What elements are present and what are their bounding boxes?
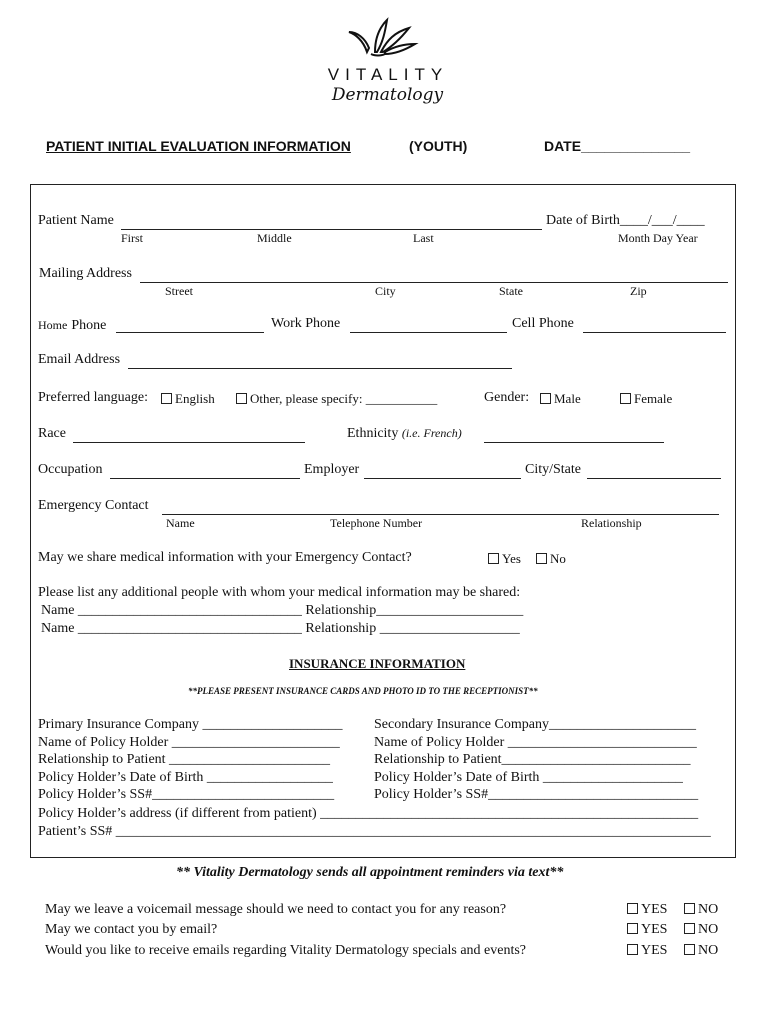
email-yes-checkbox[interactable] — [627, 922, 667, 938]
email-field[interactable] — [128, 368, 512, 369]
english-checkbox[interactable] — [161, 391, 215, 407]
primary-holder-dob-field[interactable]: Policy Holder’s Date of Birth __________________ — [38, 769, 333, 785]
home-phone-word: Phone — [71, 318, 107, 333]
email-label: Email Address — [38, 352, 121, 367]
checkbox-icon — [161, 393, 172, 404]
mdy-caption: Month Day Year — [618, 231, 698, 245]
checkbox-icon — [627, 923, 638, 934]
voicemail-yes-checkbox[interactable] — [627, 902, 667, 918]
home-prefix: Home — [38, 318, 68, 332]
street-caption: Street — [165, 284, 193, 298]
primary-holder-ss-field[interactable]: Policy Holder’s SS#__________________________ — [38, 787, 335, 802]
specials-no-checkbox[interactable] — [684, 943, 718, 959]
emergency-contact-label: Emergency Contact — [38, 498, 149, 513]
female-checkbox[interactable] — [620, 391, 672, 407]
specials-yes-checkbox[interactable] — [627, 943, 667, 959]
secondary-holder-dob-field[interactable]: Policy Holder’s Date of Birth ____________________ — [374, 769, 683, 785]
checkbox-icon — [488, 553, 499, 564]
policy-holder-address-field[interactable]: Policy Holder’s address (if different from patient) ______________________________________________________ — [38, 806, 699, 821]
cell-phone-label: Cell Phone — [512, 316, 574, 331]
logo-script: Dermatology — [331, 85, 444, 105]
gender-label: Gender: — [484, 390, 530, 405]
middle-caption: Middle — [257, 231, 292, 245]
leaf-logo-icon — [305, 10, 465, 70]
race-field[interactable] — [73, 442, 305, 443]
checkbox-icon — [627, 903, 638, 914]
city-state-label: City/State — [525, 462, 581, 477]
emergency-contact-field[interactable] — [162, 514, 719, 515]
share-yes-label: Yes — [502, 551, 521, 566]
date-field[interactable]: DATE______________ — [544, 138, 691, 154]
patient-name-label: Patient Name — [38, 213, 114, 228]
insurance-right-column — [374, 716, 698, 804]
other-language-checkbox[interactable] — [236, 391, 437, 407]
yes-label: YES — [641, 922, 668, 937]
secondary-insurance-field[interactable]: Secondary Insurance Company_____________________ — [374, 717, 696, 732]
voicemail-question: May we leave a voicemail message should we need to contact you for any reason? — [45, 902, 507, 917]
yes-label: YES — [641, 943, 668, 958]
share-no-checkbox[interactable] — [536, 551, 566, 567]
additional-person-1[interactable]: Name ________________________________ Relationship_____________________ — [41, 603, 524, 618]
mailing-field[interactable] — [140, 282, 728, 283]
secondary-relationship-field[interactable]: Relationship to Patient___________________________ — [374, 752, 691, 767]
insurance-left-column — [38, 716, 342, 804]
ec-relationship-caption: Relationship — [581, 516, 642, 530]
page-title: PATIENT INITIAL EVALUATION INFORMATION — [46, 138, 351, 154]
checkbox-icon — [620, 393, 631, 404]
no-label: NO — [698, 902, 719, 917]
ec-name-caption: Name — [166, 516, 195, 530]
text-reminder-note: ** Vitality Dermatology sends all appointment reminders via text** — [176, 865, 564, 880]
ethnicity-label — [347, 426, 462, 442]
primary-insurance-field[interactable]: Primary Insurance Company ____________________ — [38, 717, 343, 732]
city-caption: City — [375, 284, 396, 298]
preferred-language-label: Preferred language: — [38, 390, 148, 405]
zip-caption: Zip — [630, 284, 647, 298]
secondary-holder-ss-field[interactable]: Policy Holder’s SS#______________________________ — [374, 787, 699, 802]
additional-person-2[interactable]: Name ________________________________ Relationship ____________________ — [41, 621, 520, 636]
voicemail-no-checkbox[interactable] — [684, 902, 718, 918]
other-language-label: Other, please specify: ___________ — [250, 391, 438, 406]
email-contact-question: May we contact you by email? — [45, 922, 218, 937]
last-caption: Last — [413, 231, 434, 245]
occupation-field[interactable] — [110, 478, 300, 479]
no-label: NO — [698, 922, 719, 937]
work-phone-label: Work Phone — [271, 316, 341, 331]
checkbox-icon — [684, 944, 695, 955]
employer-field[interactable] — [364, 478, 521, 479]
email-no-checkbox[interactable] — [684, 922, 718, 938]
employer-label: Employer — [304, 462, 360, 477]
logo-wordmark: VITALITY — [327, 65, 449, 84]
no-label: NO — [698, 943, 719, 958]
checkbox-icon — [236, 393, 247, 404]
youth-label: (YOUTH) — [409, 138, 468, 154]
share-no-label: No — [550, 551, 566, 566]
checkbox-icon — [684, 903, 695, 914]
primary-relationship-field[interactable]: Relationship to Patient _______________________ — [38, 752, 331, 767]
share-yes-checkbox[interactable] — [488, 551, 521, 567]
male-checkbox[interactable] — [540, 391, 581, 407]
share-question: May we share medical information with your Emergency Contact? — [38, 550, 412, 565]
patient-ss-field[interactable]: Patient’s SS# _____________________________________________________________________________________ — [38, 824, 711, 839]
male-label: Male — [554, 391, 581, 406]
dob-field[interactable]: Date of Birth____/___/____ — [546, 213, 705, 228]
occupation-label: Occupation — [38, 462, 103, 477]
checkbox-icon — [684, 923, 695, 934]
ethnicity-field[interactable] — [484, 442, 664, 443]
race-label: Race — [38, 426, 66, 441]
home-phone-field[interactable] — [116, 332, 264, 333]
checkbox-icon — [627, 944, 638, 955]
work-phone-field[interactable] — [350, 332, 507, 333]
patient-name-field[interactable] — [121, 229, 542, 230]
insurance-note: **PLEASE PRESENT INSURANCE CARDS AND PHOTO ID TO THE RECEPTIONIST** — [188, 686, 538, 696]
checkbox-icon — [540, 393, 551, 404]
state-caption: State — [499, 284, 523, 298]
ethnicity-example: (i.e. French) — [401, 426, 462, 440]
cell-phone-field[interactable] — [583, 332, 726, 333]
insurance-title: INSURANCE INFORMATION — [289, 656, 466, 671]
secondary-policy-holder-field[interactable]: Name of Policy Holder ___________________________ — [374, 734, 697, 750]
additional-people-question: Please list any additional people with whom your medical information may be shared: — [38, 585, 521, 600]
primary-policy-holder-field[interactable]: Name of Policy Holder ________________________ — [38, 734, 340, 750]
home-phone-label — [38, 316, 106, 334]
english-label: English — [175, 391, 215, 406]
female-label: Female — [634, 391, 673, 406]
first-caption: First — [121, 231, 144, 245]
ec-phone-caption: Telephone Number — [330, 516, 423, 530]
checkbox-icon — [536, 553, 547, 564]
email-specials-question: Would you like to receive emails regarding Vitality Dermatology specials and events? — [45, 943, 527, 958]
yes-label: YES — [641, 902, 668, 917]
city-state-field[interactable] — [587, 478, 721, 479]
mailing-label: Mailing Address — [39, 266, 132, 281]
logo — [305, 10, 465, 120]
ethnicity-word: Ethnicity — [347, 426, 399, 441]
